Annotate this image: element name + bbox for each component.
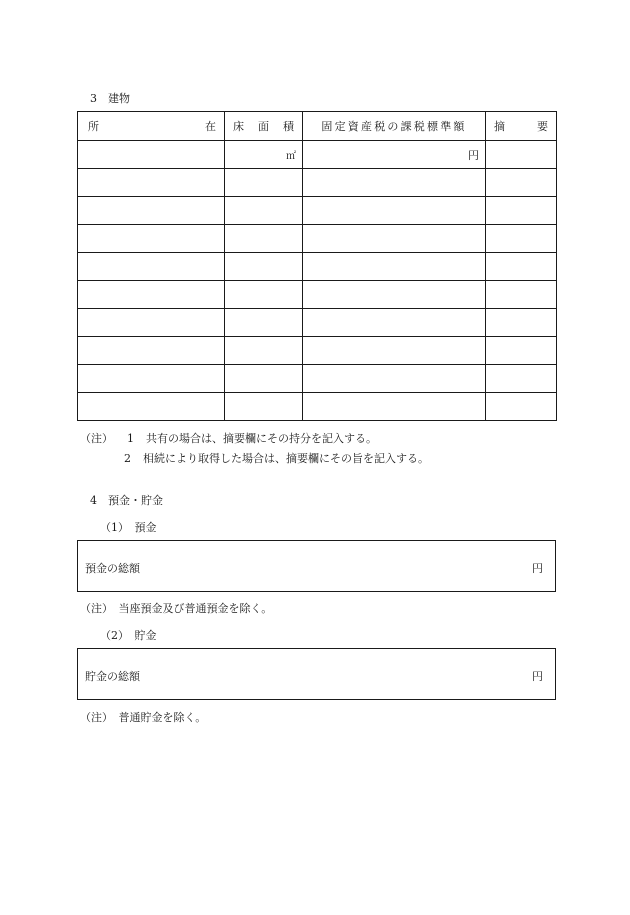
header-tax-standard [303, 112, 486, 141]
cell-location[interactable] [78, 197, 225, 225]
cell-remarks[interactable] [486, 253, 557, 281]
cell-tax-standard[interactable] [303, 253, 486, 281]
cell-remarks[interactable] [486, 281, 557, 309]
cell-tax-standard[interactable] [303, 141, 486, 169]
cell-remarks[interactable] [486, 141, 557, 169]
deposit-total-box[interactable] [77, 540, 556, 592]
note-2-number: 2 [124, 452, 131, 465]
cell-floor-area[interactable] [225, 225, 303, 253]
deposit-note: （注） 当座預金及び普通預金を除く。 [80, 602, 273, 615]
cell-floor-area[interactable] [225, 281, 303, 309]
cell-location[interactable] [78, 225, 225, 253]
savings-total-unit: 円 [532, 670, 543, 683]
header-floor-area [225, 112, 303, 141]
subsection-savings-title: （2） 貯金 [100, 629, 157, 642]
cell-floor-area[interactable] [225, 169, 303, 197]
table-row [78, 337, 557, 365]
savings-note: （注） 普通貯金を除く。 [80, 711, 207, 724]
header-area-char: 面 [258, 120, 269, 133]
table-row [78, 169, 557, 197]
cell-floor-area[interactable] [225, 337, 303, 365]
cell-remarks[interactable] [486, 225, 557, 253]
cell-tax-standard[interactable] [303, 281, 486, 309]
cell-location[interactable] [78, 393, 225, 421]
table-row [78, 365, 557, 393]
note-1-text: 共有の場合は、摘要欄にその持分を記入する。 [146, 432, 377, 445]
cell-location[interactable] [78, 365, 225, 393]
header-location-right: 在 [205, 120, 216, 133]
table-row [78, 281, 557, 309]
savings-total-box[interactable] [77, 648, 556, 700]
section-4-title: 4 預金・貯金 [90, 494, 163, 507]
cell-location[interactable] [78, 253, 225, 281]
cell-tax-standard[interactable] [303, 309, 486, 337]
note-1 [80, 430, 377, 446]
cell-location[interactable] [78, 337, 225, 365]
cell-floor-area[interactable] [225, 197, 303, 225]
header-remarks-left: 摘 [494, 120, 505, 133]
table-row [78, 141, 557, 169]
cell-tax-standard[interactable] [303, 225, 486, 253]
unit-yen: 円 [468, 148, 479, 162]
table-row [78, 197, 557, 225]
cell-tax-standard[interactable] [303, 365, 486, 393]
table-row [78, 225, 557, 253]
cell-floor-area[interactable] [225, 141, 303, 169]
cell-tax-standard[interactable] [303, 197, 486, 225]
header-location-left: 所 [88, 120, 99, 133]
cell-location[interactable] [78, 309, 225, 337]
cell-remarks[interactable] [486, 365, 557, 393]
cell-location[interactable] [78, 281, 225, 309]
header-location [78, 112, 225, 141]
cell-remarks[interactable] [486, 169, 557, 197]
deposit-total-label: 預金の総額 [85, 562, 140, 575]
note-prefix: （注） [80, 432, 113, 445]
table-row [78, 253, 557, 281]
cell-remarks[interactable] [486, 197, 557, 225]
cell-location[interactable] [78, 169, 225, 197]
cell-tax-standard[interactable] [303, 169, 486, 197]
section-3-title: 3 建物 [90, 92, 130, 105]
unit-square-meter: ㎡ [286, 151, 296, 162]
deposit-total-unit: 円 [532, 562, 543, 575]
cell-tax-standard[interactable] [303, 393, 486, 421]
savings-total-label: 貯金の総額 [85, 670, 140, 683]
cell-floor-area[interactable] [225, 309, 303, 337]
cell-remarks[interactable] [486, 309, 557, 337]
cell-remarks[interactable] [486, 337, 557, 365]
table-row [78, 309, 557, 337]
header-remarks [486, 112, 557, 141]
header-remarks-right: 要 [537, 120, 548, 133]
note-2 [124, 450, 429, 466]
cell-location[interactable] [78, 141, 225, 169]
cell-remarks[interactable] [486, 393, 557, 421]
table-row [78, 393, 557, 421]
cell-floor-area[interactable] [225, 365, 303, 393]
cell-floor-area[interactable] [225, 253, 303, 281]
cell-floor-area[interactable] [225, 393, 303, 421]
cell-tax-standard[interactable] [303, 337, 486, 365]
note-1-number: 1 [127, 432, 134, 445]
header-area-char: 床 [233, 120, 244, 133]
header-tax-standard-label: 固定資産税の課税標準額 [321, 120, 467, 133]
header-area-char: 積 [283, 120, 294, 133]
building-table [77, 111, 557, 421]
note-2-text: 相続により取得した場合は、摘要欄にその旨を記入する。 [143, 452, 429, 465]
table-header-row [78, 112, 557, 141]
subsection-deposit-title: （1） 預金 [100, 521, 157, 534]
